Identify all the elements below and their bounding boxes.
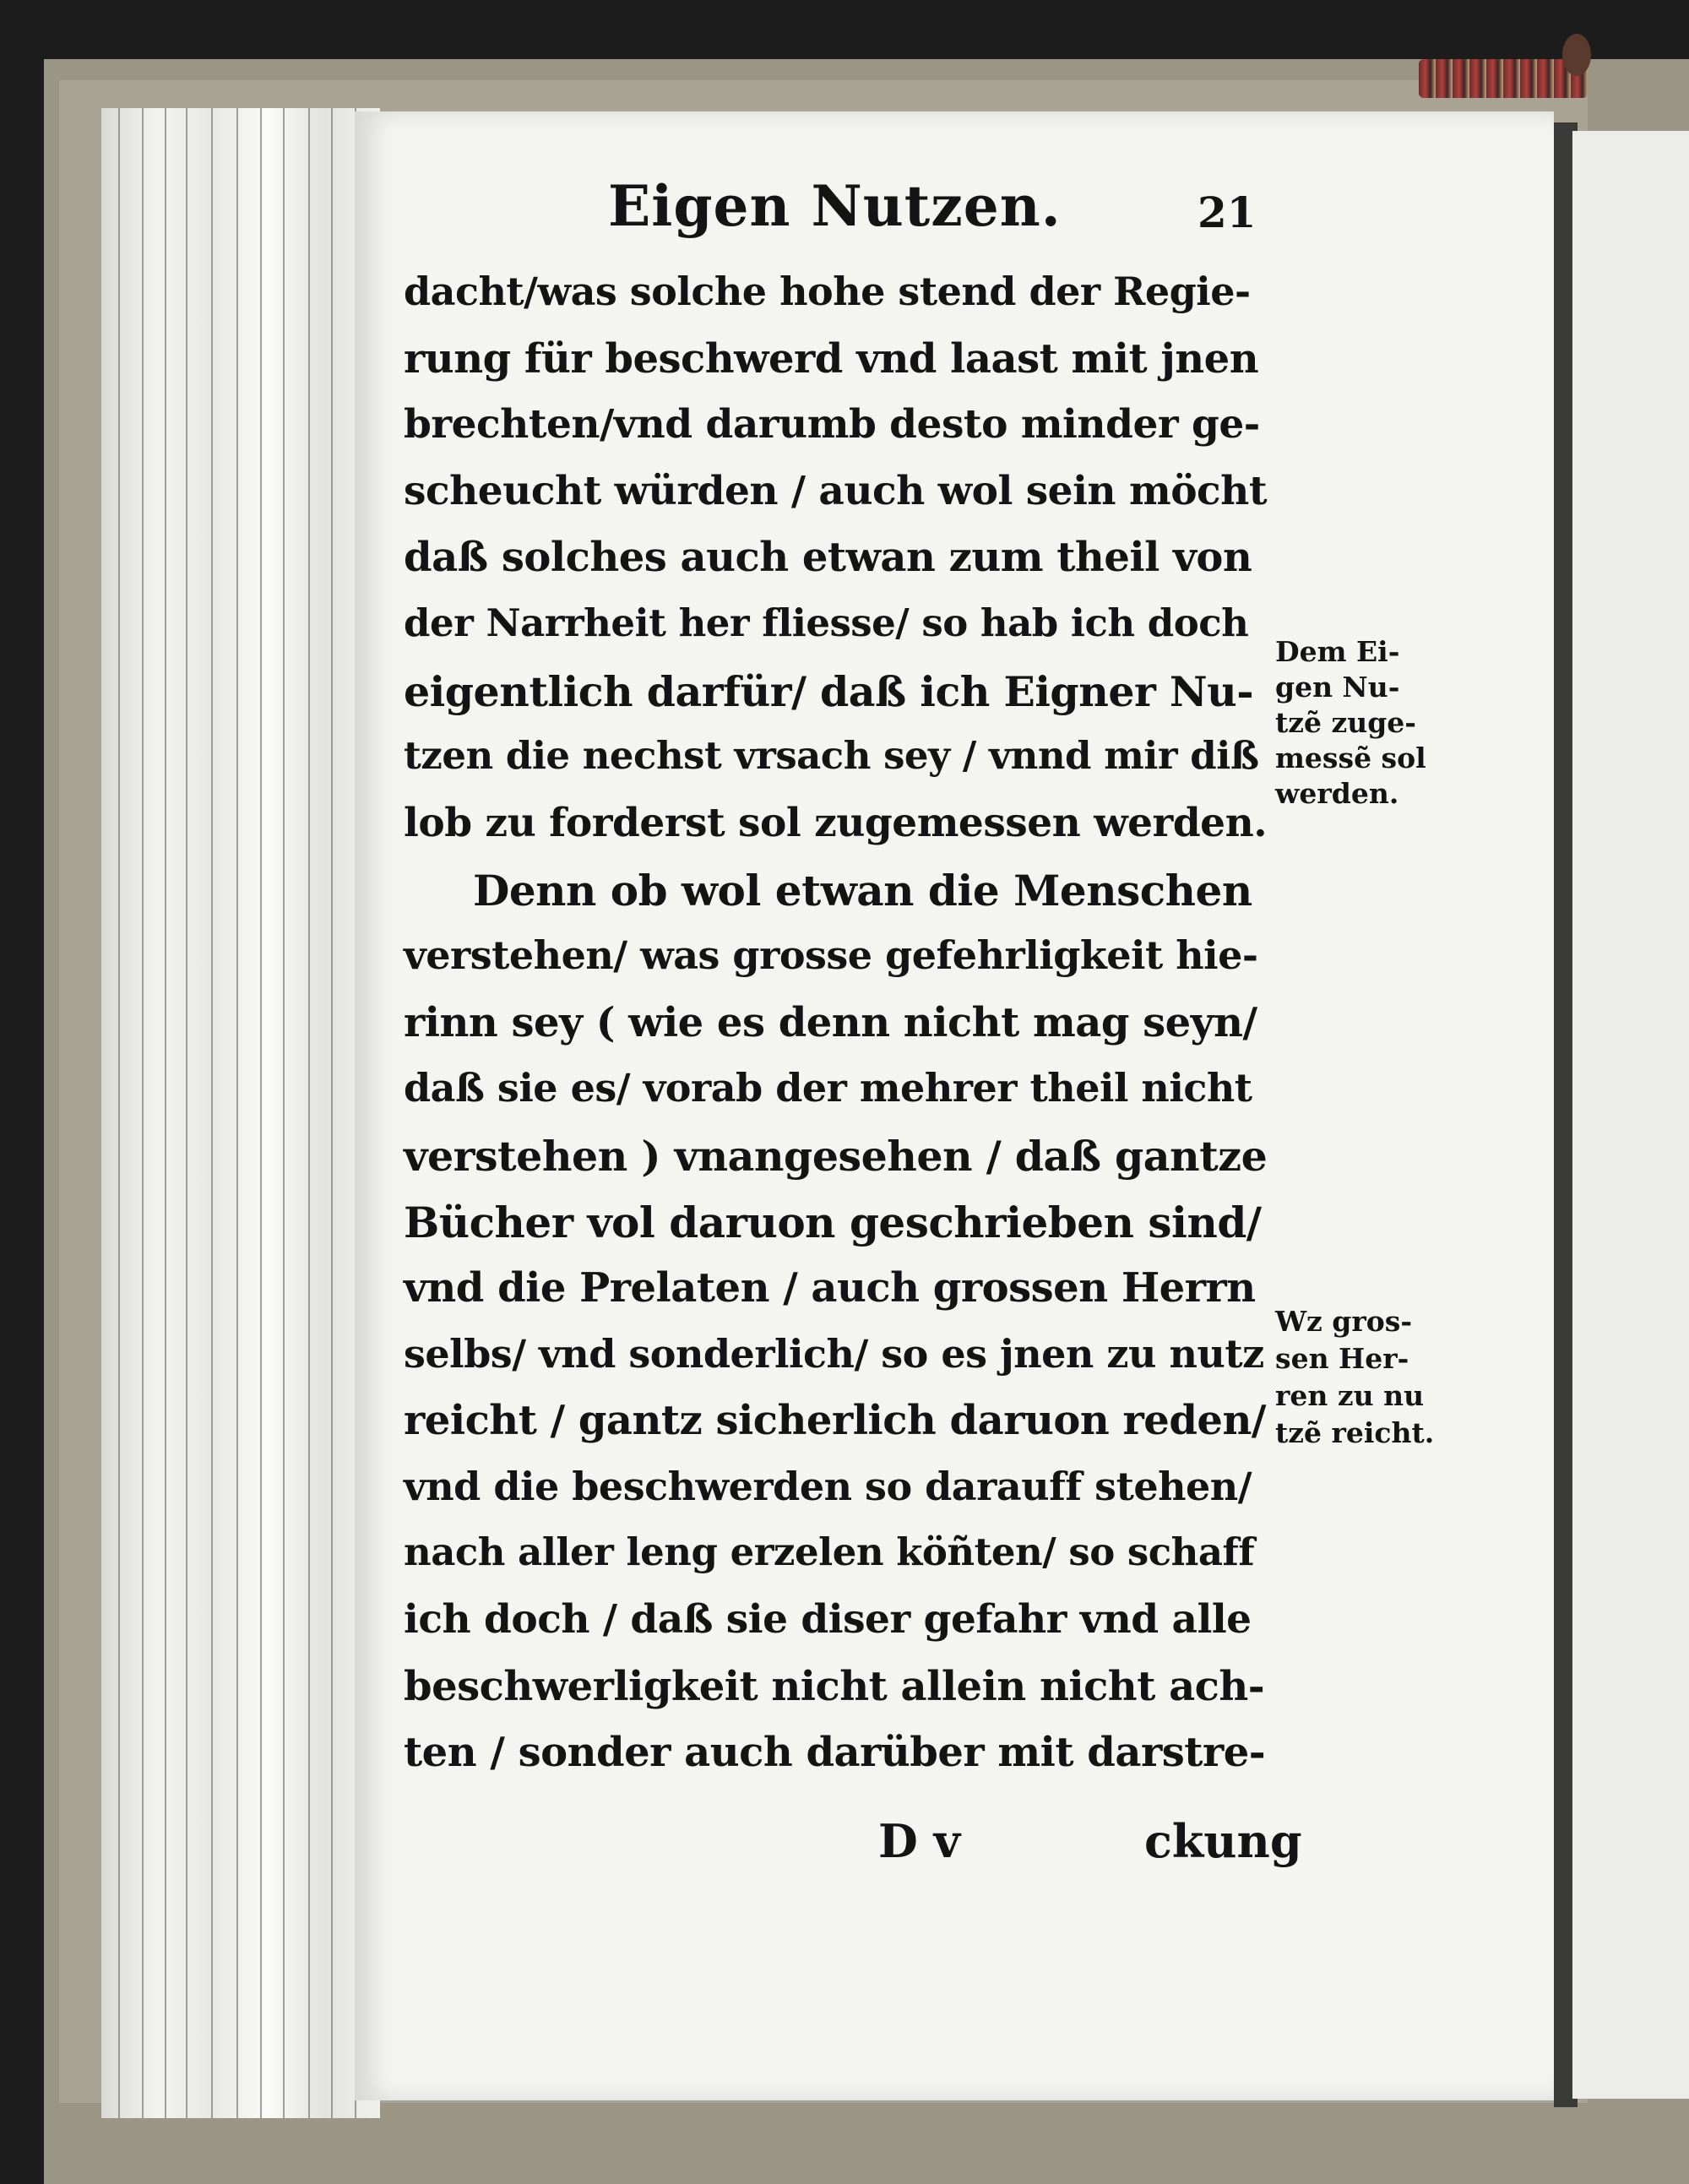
catchword: ckung	[1144, 1814, 1302, 1868]
margin-note-line: Wz gros-	[1275, 1305, 1413, 1338]
body-line: tzen die nechst vrsach sey / vnnd mir diß	[404, 733, 1259, 779]
body-line: Bücher vol daruon geschrieben sind/	[404, 1198, 1262, 1248]
body-line: vnd die beschwerden so darauff stehen/	[404, 1463, 1252, 1509]
running-head: Eigen Nutzen.	[608, 173, 1062, 239]
body-line: vnd die Prelaten / auch grossen Herrn	[404, 1264, 1256, 1312]
margin-note-line: tzẽ zuge-	[1275, 706, 1416, 739]
ribbon-knot	[1562, 34, 1591, 76]
body-line: rung für beschwerd vnd laast mit jnen	[404, 334, 1259, 383]
body-line: eigentlich darfür/ daß ich Eigner Nu-	[404, 666, 1254, 716]
body-line: dacht/was solche hohe stend der Regie-	[404, 269, 1251, 314]
body-line: lob zu forderst sol zugemessen werden.	[404, 799, 1268, 846]
body-line: verstehen/ was grosse gefehrligkeit hie-	[404, 932, 1258, 978]
body-line: ten / sonder auch darüber mit darstre-	[404, 1729, 1266, 1777]
body-line: beschwerligkeit nicht allein nicht ach-	[404, 1662, 1265, 1710]
body-line: ich doch / daß sie diser gefahr vnd alle	[404, 1596, 1252, 1643]
bookmark-ribbon	[1419, 59, 1588, 98]
body-line: der Narrheit her fliesse/ so hab ich doch	[404, 600, 1249, 645]
body-line: Denn ob wol etwan die Menschen	[473, 866, 1252, 916]
left-page-edges	[101, 108, 380, 2118]
body-line: brechten/vnd darumb desto minder ge-	[404, 401, 1260, 448]
body-line: selbs/ vnd sonderlich/ so es jnen zu nutz	[404, 1330, 1264, 1377]
body-line: verstehen ) vnangesehen / daß gantze	[404, 1131, 1268, 1181]
margin-note-line: tzẽ reicht.	[1275, 1416, 1435, 1449]
signature-mark: D v	[878, 1814, 961, 1868]
body-line: reicht / gantz sicherlich daruon reden/	[404, 1397, 1266, 1445]
margin-note-line: Dem Ei-	[1275, 635, 1400, 668]
margin-note-line: ren zu nu	[1275, 1379, 1425, 1412]
margin-note-line: messẽ sol	[1275, 742, 1426, 774]
right-page-sliver	[1572, 131, 1689, 2099]
margin-note-line: werden.	[1275, 777, 1399, 810]
body-line: daß sie es/ vorab der mehrer theil nicht	[404, 1065, 1252, 1111]
page-number: 21	[1198, 187, 1257, 237]
body-line: rinn sey ( wie es denn nicht mag seyn/	[404, 998, 1257, 1046]
body-line: nach aller leng erzelen köñten/ so schaff	[404, 1529, 1255, 1575]
body-line: daß solches auch etwan zum theil von	[404, 534, 1252, 582]
body-line: scheucht würden / auch wol sein möcht	[404, 467, 1268, 514]
margin-note-line: gen Nu-	[1275, 671, 1400, 704]
margin-note-line: sen Her-	[1275, 1342, 1409, 1375]
